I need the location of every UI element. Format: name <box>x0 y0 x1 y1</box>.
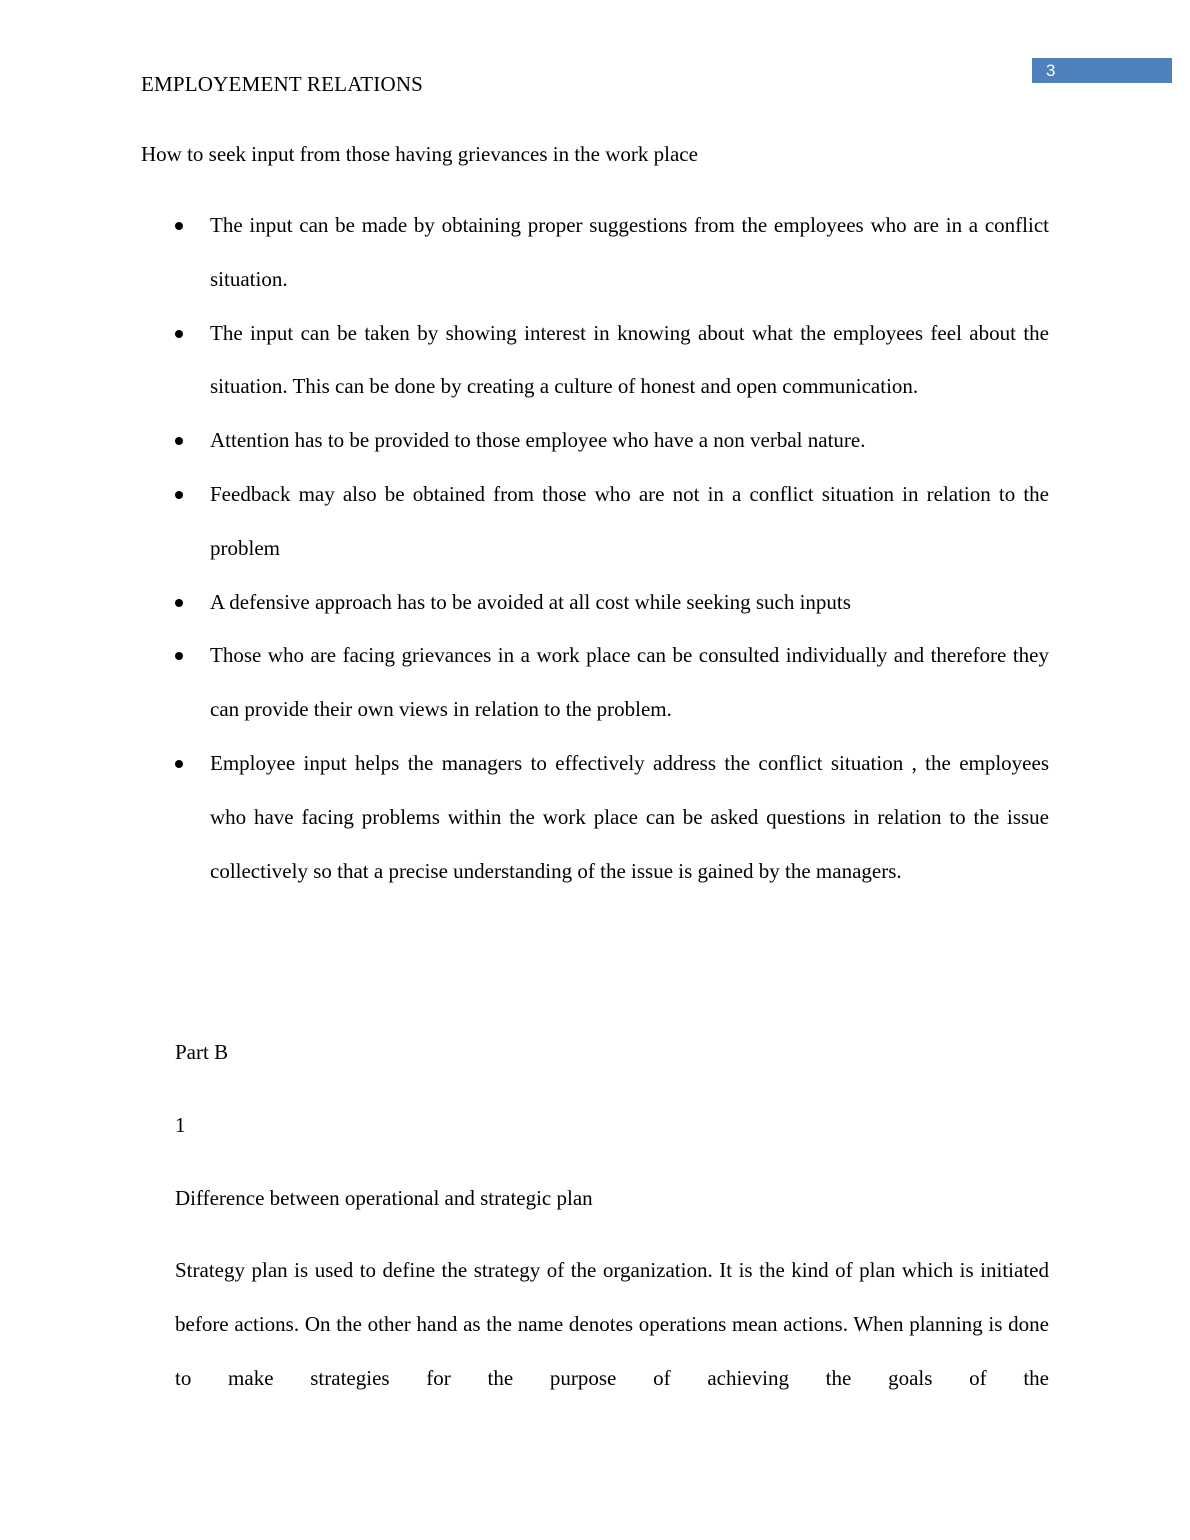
question-number: 1 <box>175 1113 186 1137</box>
page-number-badge <box>1032 58 1172 83</box>
bullet-icon <box>175 599 183 607</box>
list-item <box>141 468 1049 576</box>
bullet-icon <box>175 760 183 768</box>
list-item <box>141 737 1049 898</box>
grievance-input-list <box>141 199 1049 898</box>
body-paragraph: Strategy plan is used to define the strategy of the organization. It is the kind of plan which is initiated before actions. On the other hand as the name denotes operations mean actions. When planning is done to make strategies for the purpose of achieving the goals of the <box>175 1258 1049 1390</box>
bullet-icon <box>175 222 183 230</box>
bullet-icon <box>175 491 183 499</box>
section-heading: How to seek input from those having grievances in the work place <box>141 142 698 166</box>
part-b-subheading: Difference between operational and strategic plan <box>175 1186 593 1210</box>
list-item-text: A defensive approach has to be avoided at all cost while seeking such inputs <box>210 589 851 614</box>
bullet-icon <box>175 652 183 660</box>
list-item <box>141 576 1049 630</box>
list-item-text: Feedback may also be obtained from those who are not in a conflict situation in relation to the problem <box>210 481 1049 560</box>
page-number: 3 <box>1046 61 1056 80</box>
list-item-text: Employee input helps the managers to effectively address the conflict situation , the employees who have facing problems within the work place can be asked questions in relation to the issue collectively so that a precise understanding of the issue is gained by the managers. <box>210 750 1049 883</box>
list-item <box>141 199 1049 307</box>
list-item <box>141 307 1049 415</box>
list-item-text: Those who are facing grievances in a work place can be consulted individually and therefore they can provide their own views in relation to the problem. <box>210 643 1049 722</box>
list-item-text: The input can be made by obtaining proper suggestions from the employees who are in a conflict situation. <box>210 213 1049 291</box>
list-item-text: Attention has to be provided to those employee who have a non verbal nature. <box>210 428 866 453</box>
bullet-icon <box>175 330 183 338</box>
bullet-icon <box>175 437 183 445</box>
list-item-text: The input can be taken by showing interest in knowing about what the employees feel about the situation. This can be done by creating a culture of honest and open communication. <box>210 320 1049 399</box>
part-b-title: Part B <box>175 1040 229 1064</box>
list-item <box>141 629 1049 737</box>
list-item <box>141 414 1049 468</box>
running-header: EMPLOYEMENT RELATIONS <box>141 72 424 96</box>
